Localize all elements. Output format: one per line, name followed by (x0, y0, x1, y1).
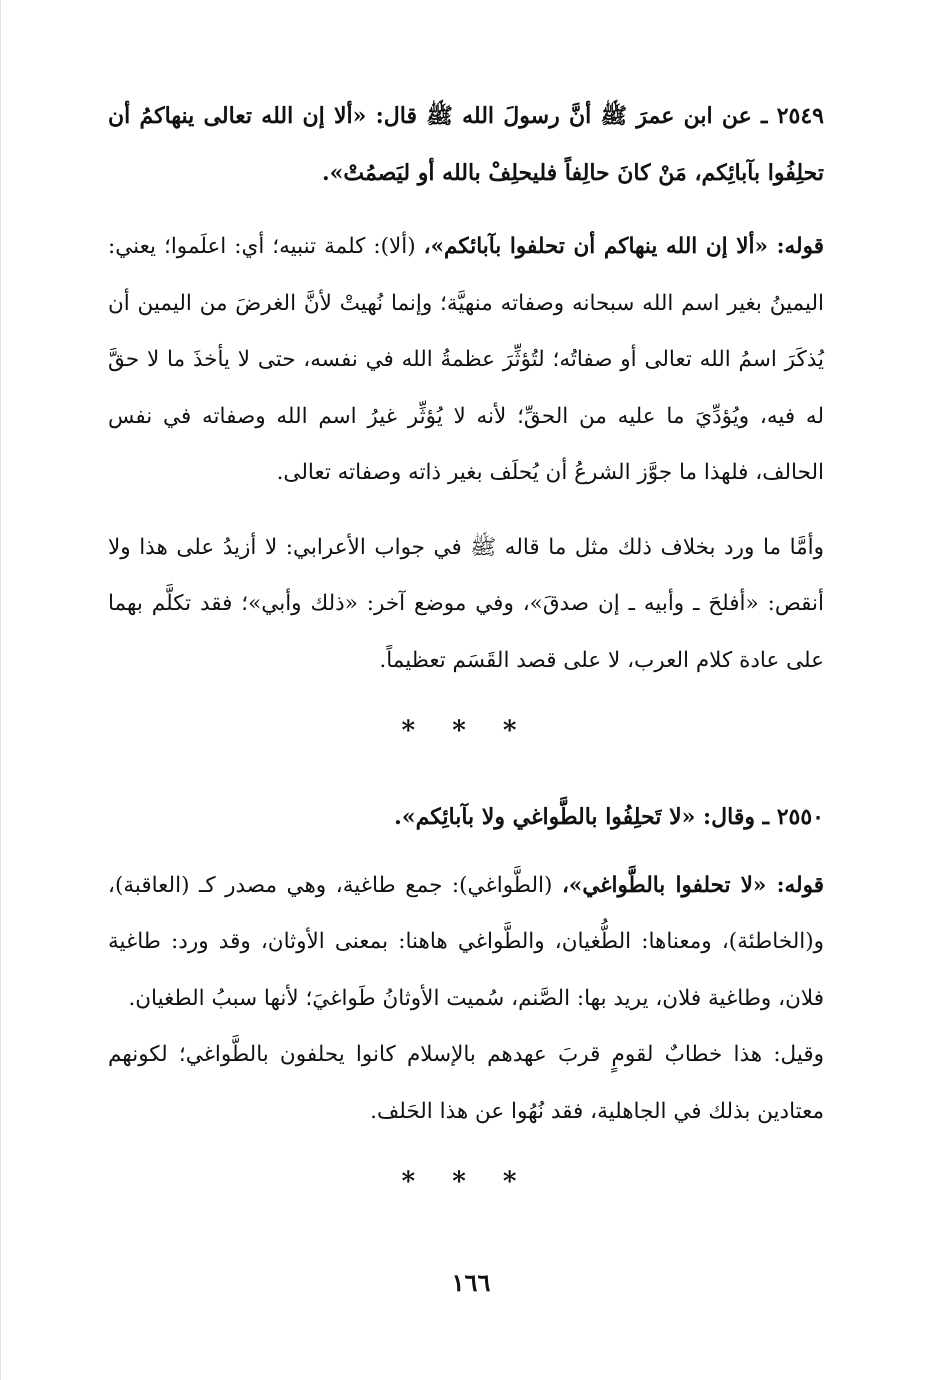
commentary-2549-second-paragraph: وأمَّا ما ورد بخلاف ذلك مثل ما قاله ﷺ في جواب الأعرابي: لا أزيدُ على هذا ولا أنقص: «أفلحَ ـ وأبيه ـ إن صدقَ»، وفي موضع آخر: «ذلك وأبي»؛ فقد تكلَّم بهما على عادة كلام العرب، لا على قصد القَسَم تعظيماً. (108, 534, 824, 673)
page-number: ١٦٦ (451, 1268, 491, 1297)
commentary-2550 (108, 858, 824, 1028)
commentary-2550-lead: قوله: «لا تحلفوا بالطَّواغي»، (561, 872, 824, 898)
commentary-2550-second-paragraph: وقيل: هذا خطابٌ لقومٍ قربَ عهدهم بالإسلام كانوا يحلفون بالطَّواغي؛ لكونهم معتادين بذلك في الجاهلية، فقد نُهُوا عن هذا الحَلف. (108, 1042, 824, 1124)
commentary-2550-body: (الطَّواغي): جمع طاغية، وهي مصدر كـ (العاقبة)، و(الخاطئة)، ومعناها: الطُّغيان، والطَّواغي هاهنا: بمعنى الأوثان، وقد ورد: طاغية فلان، وطاغية فلان، يريد بها: الصَّنم، سُميت الأوثانُ طَواغيَ؛ لأنها سببُ الطغيان. (108, 872, 824, 1011)
commentary-2549-body: (ألا): كلمة تنبيه؛ أي: اعلَموا؛ يعني: اليمينُ بغير اسم الله سبحانه وصفاته منهيَّة؛ وإنما نُهيتْ لأنَّ الغرضَ من اليمين أن يُذكَرَ اسمُ الله تعالى أو صفاتُه؛ لتُؤثِّرَ عظمةُ الله في نفسه، حتى لا يأخذَ ما لا حقَّ له فيه، ويُؤدِّيَ ما عليه من الحقِّ؛ لأنه لا يُؤثِّر غيرُ اسم الله وصفاته في نفس الحالف، فلهذا ما جوَّز الشرعُ أن يُحلَف بغير ذاته وصفاته تعالى. (108, 234, 824, 485)
hadith-2549: ٢٥٤٩ ـ عن ابن عمرَ ﷺ أنَّ رسولَ الله ﷺ قال: «ألا إن الله تعالى ينهاكمُ أن تحلِفُوا بآبائِكم، مَنْ كانَ حالِفاً فليحلِفْ بالله أو ليَصمُتْ». (108, 103, 824, 186)
page-edge-line (0, 0, 1, 1380)
section-separator: * * * (401, 716, 531, 746)
section-separator: * * * (401, 1167, 531, 1197)
commentary-2549-lead: قوله: «ألا إن الله ينهاكم أن تحلفوا بآبائكم»، (423, 234, 824, 259)
hadith-2550: ٢٥٥٠ ـ وقال: «لا تَحلِفُوا بالطَّواغي ولا بآبائِكم». (394, 804, 824, 830)
commentary-2549 (108, 219, 824, 502)
